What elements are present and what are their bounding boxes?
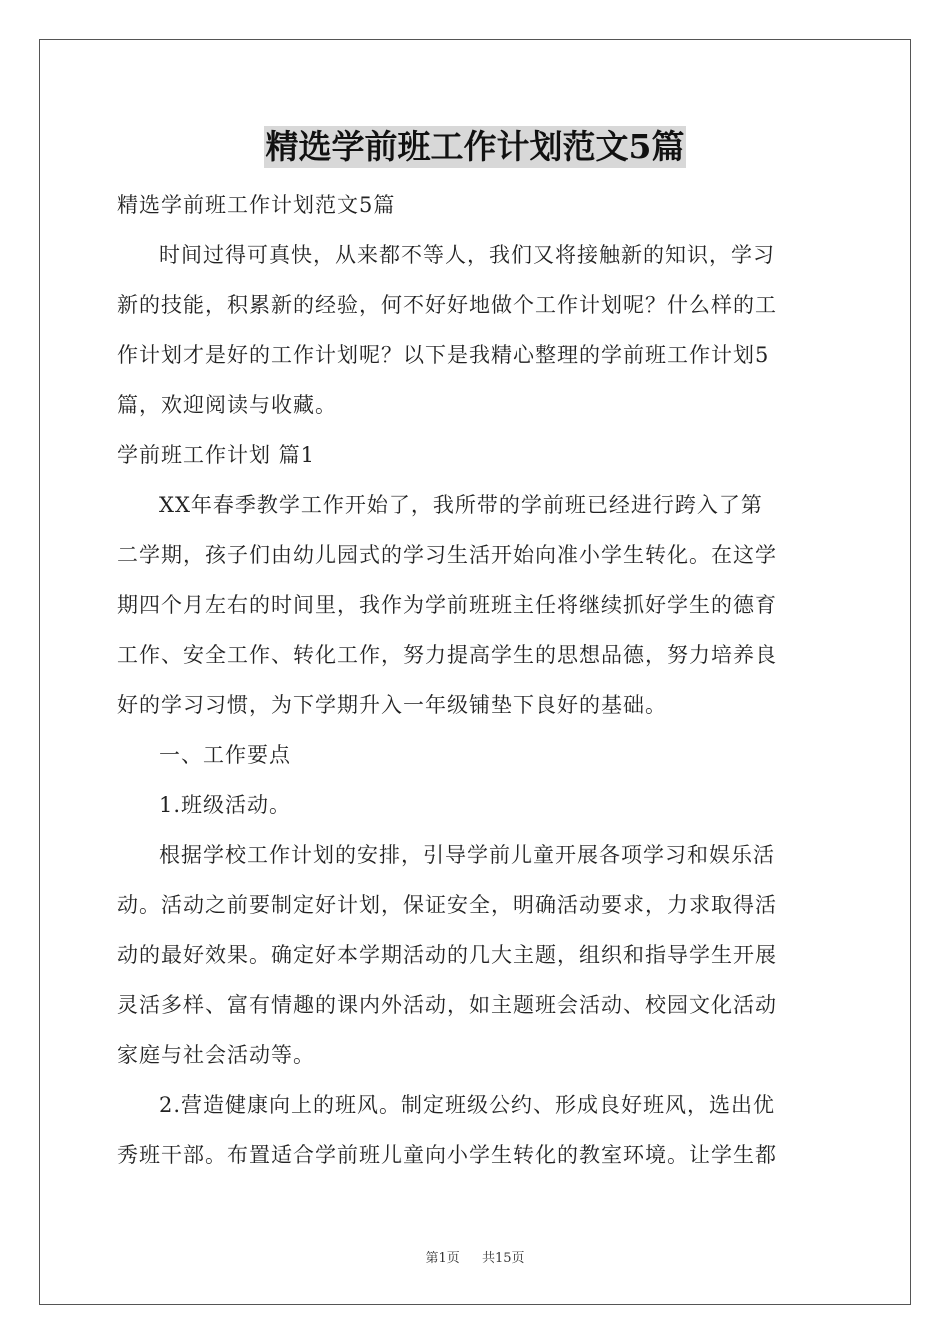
text-line: 动。活动之前要制定好计划，保证安全，明确活动要求，力求取得活 <box>117 893 777 917</box>
page-total: 共15页 <box>481 1251 525 1266</box>
point-heading: 一、工作要点 <box>159 743 291 767</box>
text-line: 新的技能，积累新的经验，何不好好地做个工作计划呢？什么样的工 <box>117 293 777 317</box>
text-line: 二学期，孩子们由幼儿园式的学习生活开始向准小学生转化。在这学 <box>117 543 777 567</box>
text-line: 篇，欢迎阅读与收藏。 <box>117 393 337 417</box>
paragraph-1 <box>117 480 835 730</box>
item1-heading: 1.班级活动。 <box>159 793 292 817</box>
document-body <box>117 180 835 1180</box>
text-line: 工作、安全工作、转化工作，努力提高学生的思想品德，努力培养良 <box>117 643 777 667</box>
text-line: 作计划才是好的工作计划呢？以下是我精心整理的学前班工作计划5 <box>117 343 770 367</box>
text-line: 灵活多样、富有情趣的课内外活动，如主题班会活动、校园文化活动 <box>117 993 777 1017</box>
text-line: 时间过得可真快，从来都不等人，我们又将接触新的知识，学习 <box>159 243 775 267</box>
text-line: 动的最好效果。确定好本学期活动的几大主题，组织和指导学生开展 <box>117 943 777 967</box>
text-line: 2.营造健康向上的班风。制定班级公约、形成良好班风，选出优 <box>159 1093 776 1117</box>
text-line: 期四个月左右的时间里，我作为学前班班主任将继续抓好学生的德育 <box>117 593 777 617</box>
item2-paragraph <box>117 1080 835 1180</box>
text-line: 好的学习习惯，为下学期升入一年级铺垫下良好的基础。 <box>117 693 667 717</box>
text-line: XX年春季教学工作开始了，我所带的学前班已经进行跨入了第 <box>159 493 763 517</box>
section-heading: 学前班工作计划 篇1 <box>117 443 316 467</box>
page-number: 第1页 <box>425 1251 460 1266</box>
intro-paragraph <box>117 230 835 430</box>
text-line: 根据学校工作计划的安排，引导学前儿童开展各项学习和娱乐活 <box>159 843 775 867</box>
item1-paragraph <box>117 830 835 1080</box>
text-line: 家庭与社会活动等。 <box>117 1043 315 1067</box>
document-title: 精选学前班工作计划范文5篇 <box>265 127 685 166</box>
text-line: 秀班干部。布置适合学前班儿童向小学生转化的教室环境。让学生都 <box>117 1143 777 1167</box>
page-footer <box>0 1247 950 1266</box>
title-container <box>0 126 950 168</box>
document-subtitle: 精选学前班工作计划范文5篇 <box>117 193 396 217</box>
